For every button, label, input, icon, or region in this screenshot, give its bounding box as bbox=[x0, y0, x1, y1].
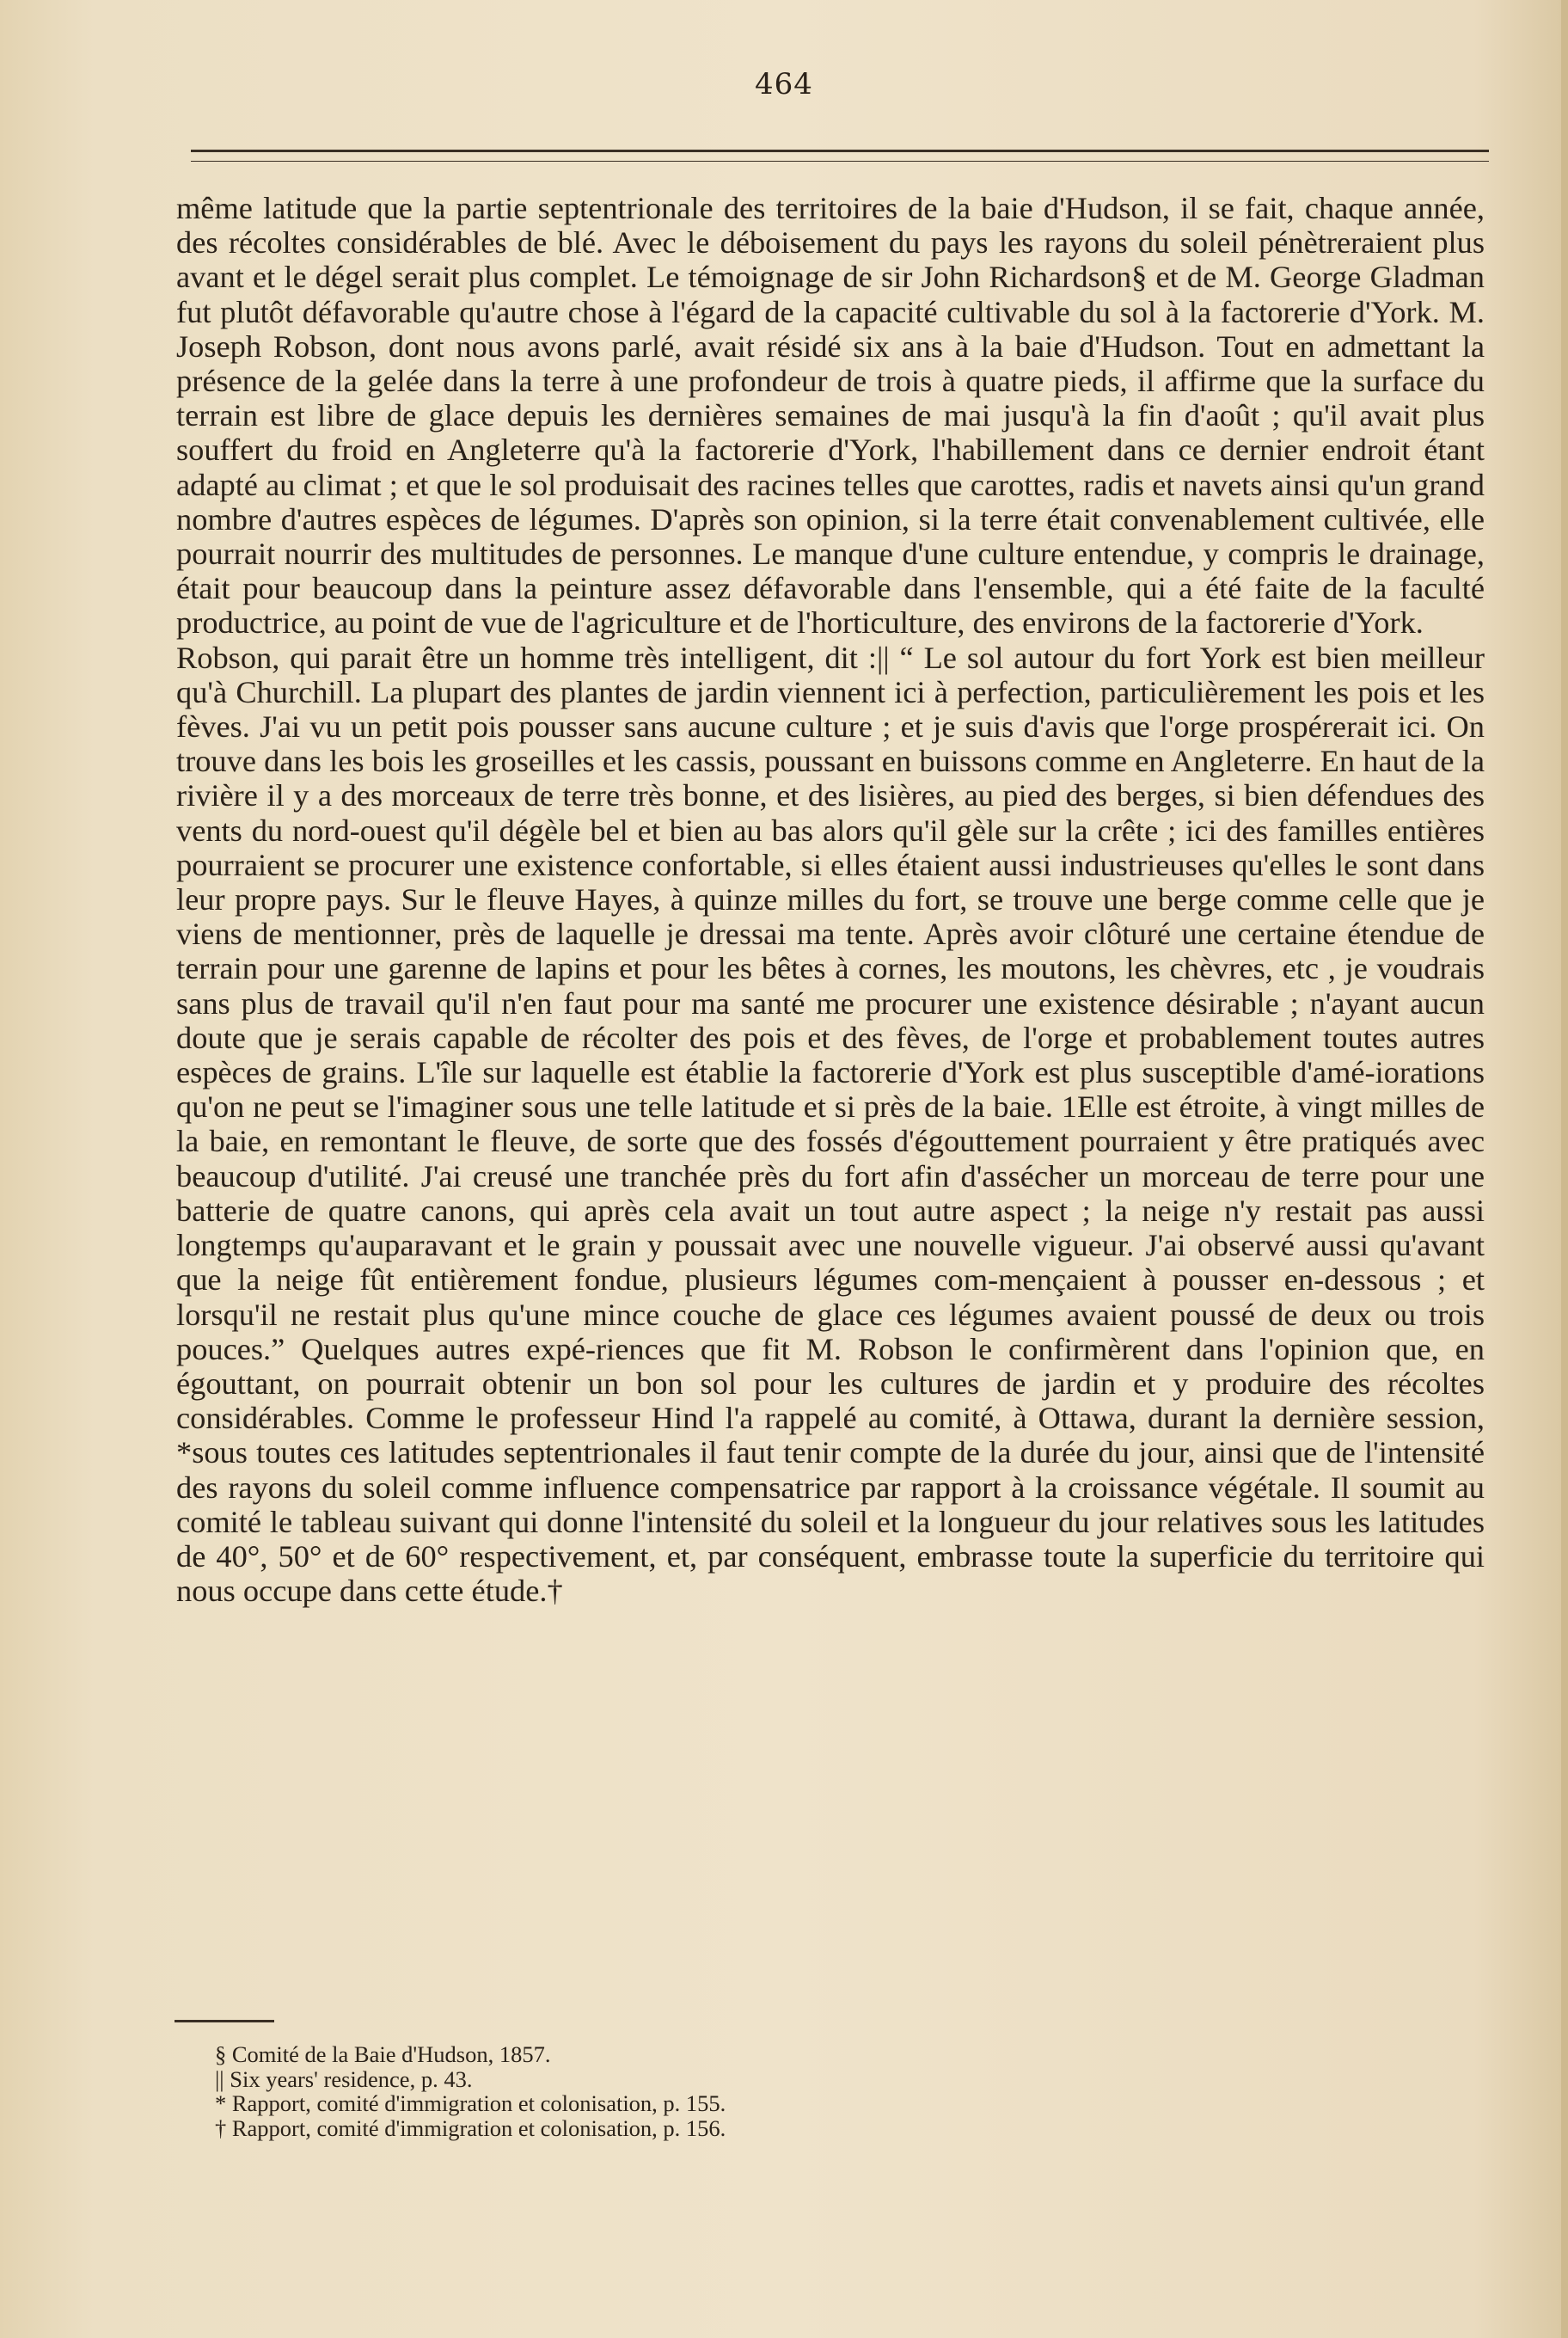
header-rule bbox=[191, 150, 1489, 162]
paragraph: Robson, qui parait être un homme très intelligent, dit :|| “ Le sol autour du fort York est bien meilleur qu'à Churchill. La plupart des plantes de jardin viennent ici à perfection, particulièrement les pois et les fèves. J'ai vu un petit pois pousser sans aucune culture ; et je suis d'avis que l'orge prospérerait ici. On trouve dans les bois les groseilles et les cassis, poussant en buissons comme en Angleterre. En haut de la rivière il y a des morceaux de terre très bonne, et des lisières, au pied des berges, si bien défendues des vents du nord-ouest qu'il dégèle bel et bien au bas alors qu'il gèle sur la crête ; ici des familles entières pourraient se procurer une existence confortable, si elles étaient aussi industrieuses qu'elles le sont dans leur propre pays. Sur le fleuve Hayes, à quinze milles du fort, se trouve une berge comme celle que je viens de mentionner, près de laquelle je dressai ma tente. Après avoir clôturé une certaine étendue de terrain pour une garenne de lapins et pour les bêtes à cornes, les moutons, les chèvres, etc , je voudrais sans plus de travail qu'il n'en faut pour ma santé me procurer une existence désirable ; n'ayant aucun doute que je serais capable de récolter des pois et des fèves, de l'orge et probablement toutes autres espèces de grains. L'île sur laquelle est établie la factorerie d'York est plus susceptible d'amé-iorations qu'on ne peut se l'imaginer sous une telle latitude et si près de la baie. 1Elle est étroite, à vingt milles de la baie, en remontant le fleuve, de sorte que des fossés d'égouttement pourraient y être pratiqués avec beaucoup d'utilité. J'ai creusé une tranchée près du fort afin d'assécher un morceau de terre pour une batterie de quatre canons, qui après cela avait un tout autre aspect ; la neige n'y restait pas aussi longtemps qu'auparavant et le grain y poussait avec une nouvelle vigueur. J'ai observé aussi qu'avant que la neige fût entièrement fondue, plusieurs légumes com-mençaient à pousser en-dessous ; et lorsqu'il ne restait plus qu'une mince couche de glace ces légumes avaient poussé de deux ou trois pouces.” Quelques autres expé-riences que fit M. Robson le confirmèrent dans l'opinion que, en égouttant, on pourrait obtenir un bon sol pour les cultures de jardin et y produire des récoltes considérables. Comme le professeur Hind l'a rappelé au comité, à Ottawa, durant la dernière session, *sous toutes ces latitudes septentrionales il faut tenir compte de la durée du jour, ainsi que de l'intensité des rayons du soleil comme influence compensatrice par rapport à la croissance végétale. Il soumit au comité le tableau suivant qui donne l'intensité du soleil et la longueur du jour relatives sous les latitudes de 40°, 50° et de 60° respectivement, et, par conséquent, embrasse toute la superficie du territoire qui nous occupe dans cette étude.† bbox=[176, 640, 1485, 1609]
body-text bbox=[176, 191, 1485, 1608]
footnote-rule bbox=[175, 2020, 274, 2022]
page-edge bbox=[1561, 0, 1568, 2338]
footnote: § Comité de la Baie d'Hudson, 1857. bbox=[215, 2041, 551, 2067]
footnote: || Six years' residence, p. 43. bbox=[215, 2065, 473, 2092]
footnote: * Rapport, comité d'immigration et colonisation, p. 155. bbox=[215, 2090, 726, 2116]
footnote: † Rapport, comité d'immigration et colonisation, p. 156. bbox=[215, 2114, 726, 2141]
footnotes bbox=[215, 2042, 1332, 2140]
page-number: 464 bbox=[755, 67, 813, 101]
paragraph: même latitude que la partie septentrionale des territoires de la baie d'Hudson, il se fait, chaque année, des récoltes considérables de blé. Avec le déboisement du pays les rayons du soleil pénètreraient plus avant et le dégel serait plus complet. Le témoignage de sir John Richardson§ et de M. George Gladman fut plutôt défavorable qu'autre chose à l'égard de la capacité cultivable du sol à la factorerie d'York. M. Joseph Robson, dont nous avons parlé, avait résidé six ans à la baie d'Hudson. Tout en admettant la présence de la gelée dans la terre à une profondeur de trois à quatre pieds, il affirme que la surface du terrain est libre de glace depuis les dernières semaines de mai jusqu'à la fin d'août ; qu'il avait plus souffert du froid en Angleterre qu'à la factorerie d'York, l'habillement dans ce dernier endroit étant adapté au climat ; et que le sol produisait des racines telles que carottes, radis et navets ainsi qu'un grand nombre d'autres espèces de légumes. D'après son opinion, si la terre était convenablement cultivée, elle pourrait nourrir des multitudes de personnes. Le manque d'une culture entendue, y compris le drainage, était pour beaucoup dans la peinture assez défavorable dans l'ensemble, qui a été faite de la faculté productrice, au point de vue de l'agriculture et de l'horticulture, des environs de la factorerie d'York. bbox=[176, 191, 1485, 641]
